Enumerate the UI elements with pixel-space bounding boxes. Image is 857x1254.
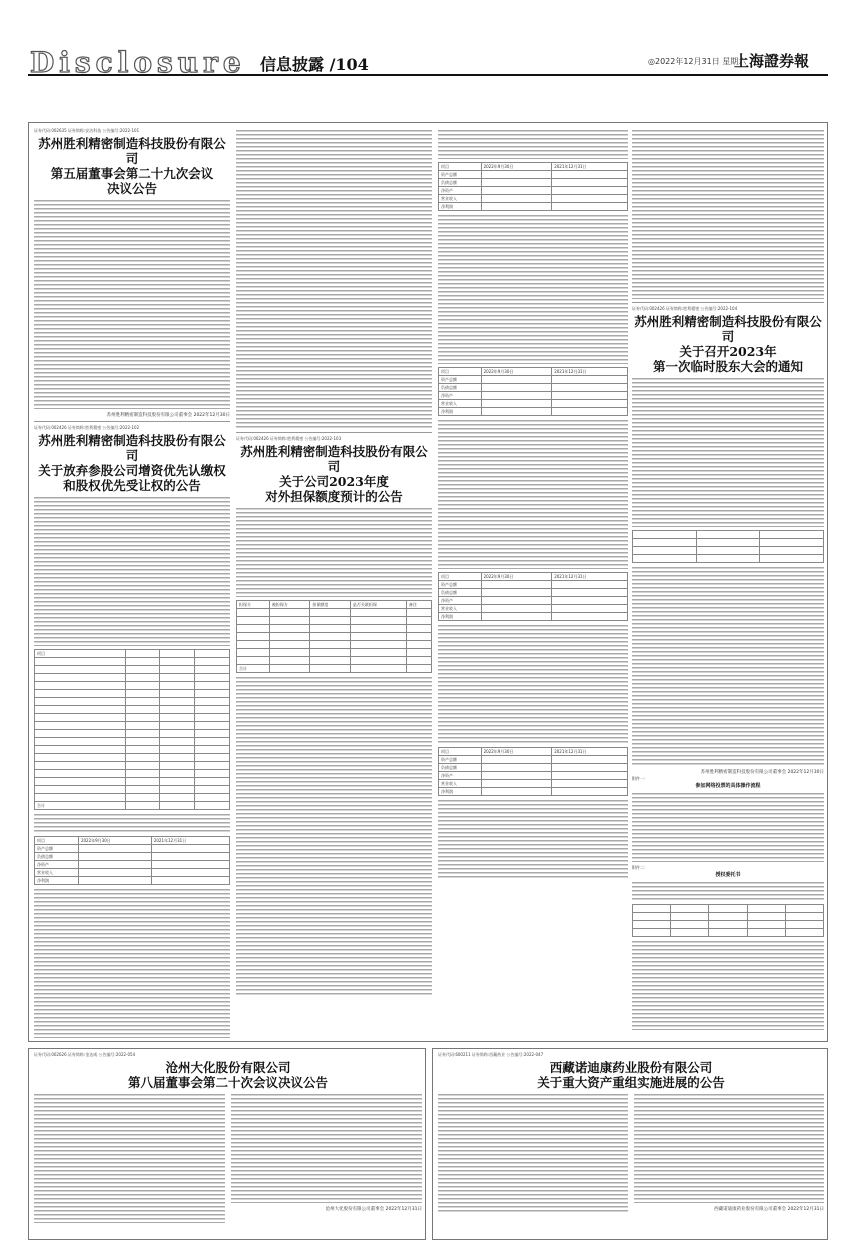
newspaper-name: 上海證券報 [734, 52, 810, 70]
column-3 [438, 126, 628, 1038]
body-text [231, 1093, 422, 1203]
notice-subtitle: 第一次临时股东大会的通知 [652, 359, 803, 374]
body-text [438, 624, 628, 744]
body-text [236, 129, 432, 429]
notice-company: 苏州胜利精密制造科技股份有限公司 [240, 444, 428, 474]
notice-subtitle: 对外担保额度预计的公告 [265, 489, 403, 504]
notice-company: 沧州大化股份有限公司 [165, 1060, 291, 1075]
body-text [34, 496, 230, 646]
body-text [438, 419, 628, 569]
body-text [632, 792, 824, 862]
financial-table: 项目 2022年9月30日 2021年12月31日 资产总额 负债总额 净资产 营业收入 净利润 [34, 836, 230, 885]
signature: 西藏诺迪康药业股份有限公司董事会 2022年12月31日 [714, 1207, 824, 1212]
issue-date: ◎2022年12月31日 星期六 [648, 57, 747, 66]
guarantee-table: 担保方 被担保方 担保额度 是否关联担保 备注 合计 [236, 600, 432, 673]
body-text [34, 888, 230, 1038]
body-text [632, 566, 824, 766]
notice-company: 苏州胜利精密制造科技股份有限公司 [634, 314, 822, 344]
financial-table: 项目 2022年9月30日 2021年12月31日 资产总额 负债总额 净资产 营业收入 净利润 [438, 572, 628, 621]
body-text [438, 214, 628, 364]
attachment-label: 附件二： [632, 865, 648, 870]
financial-table: 项目 2022年9月30日 2021年12月31日 资产总额 负债总额 净资产 营业收入 净利润 [438, 747, 628, 796]
signature: 苏州胜利精密制造科技股份有限公司董事会 2022年12月30日 [700, 770, 824, 775]
notice-title: 关于重大资产重组实施进展的公告 [537, 1075, 725, 1090]
dahua-notice [34, 1050, 422, 1238]
attachment-title: 参加网络投票的具体操作流程 [695, 783, 761, 789]
voting-table [632, 904, 824, 937]
body-text [632, 377, 824, 527]
section-title: 信息披露 /104 [260, 55, 369, 74]
body-text [632, 129, 824, 299]
body-text [438, 129, 628, 159]
masthead [28, 40, 828, 79]
body-text [236, 676, 432, 996]
notice-title: 第五届董事会第二十九次会议 [50, 166, 214, 181]
column-4 [632, 126, 824, 1038]
notice-meta: 证券代码:002426 证券简称:胜利精密 公告编号:2022-102 [34, 425, 140, 430]
notice-meta: 证券代码:600211 证券简称:西藏药业 公告编号:2022-047 [438, 1052, 544, 1057]
body-text [34, 199, 230, 409]
notice-meta: 证券代码:002426 证券简称:胜利精密 公告编号:2022-104 [632, 306, 738, 311]
financial-table: 项目 2022年9月30日 2021年12月31日 资产总额 负债总额 净资产 营业收入 净利润 [438, 162, 628, 211]
notice-company: 西藏诺迪康药业股份有限公司 [549, 1060, 713, 1075]
column-2 [236, 126, 432, 1038]
notice-title: 第八届董事会第二十次会议决议公告 [127, 1075, 328, 1090]
body-text [34, 1093, 225, 1223]
signature: 沧州大化股份有限公司董事会 2022年12月31日 [325, 1207, 422, 1212]
notice-meta: 证券代码:002426 证券简称:胜利精密 公告编号:2022-103 [236, 436, 342, 441]
notice-meta: 证券代码:002635 证券简称:安洁科技 公告编号:2022-101 [34, 128, 140, 133]
notice-company: 苏州胜利精密制造科技股份有限公司 [38, 136, 226, 166]
notice-subtitle: 决议公告 [106, 181, 157, 196]
notice-subtitle: 和股权优先受让权的公告 [63, 478, 201, 493]
brand-wordmark: Disclosure [30, 46, 246, 79]
notice-company: 苏州胜利精密制造科技股份有限公司 [38, 433, 226, 463]
signature: 苏州胜利精密制造科技股份有限公司董事会 2022年12月30日 [106, 413, 230, 418]
tibet-notice [438, 1050, 824, 1238]
column-1 [34, 126, 230, 1038]
proposal-table [632, 530, 824, 563]
body-text [438, 1093, 628, 1213]
notice-title: 关于召开2023年 [679, 344, 777, 359]
body-text [438, 799, 628, 879]
notice-title: 关于公司2023年度 [279, 474, 389, 489]
notice-title: 关于放弃参股公司增资优先认缴权 [38, 463, 226, 478]
body-text [634, 1093, 824, 1203]
body-text [236, 507, 432, 597]
financial-table: 项目 2022年9月30日 2021年12月31日 资产总额 负债总额 净资产 营业收入 净利润 [438, 367, 628, 416]
attachment-label: 附件一： [632, 776, 648, 781]
body-text [34, 813, 230, 833]
body-text [632, 881, 824, 901]
proxy-title: 授权委托书 [715, 872, 741, 878]
body-text [632, 940, 824, 1030]
shareholding-table: 项目 合计 [34, 649, 230, 810]
notice-meta: 证券代码:002626 证券简称:金达威 公告编号:2022-054 [34, 1052, 136, 1057]
